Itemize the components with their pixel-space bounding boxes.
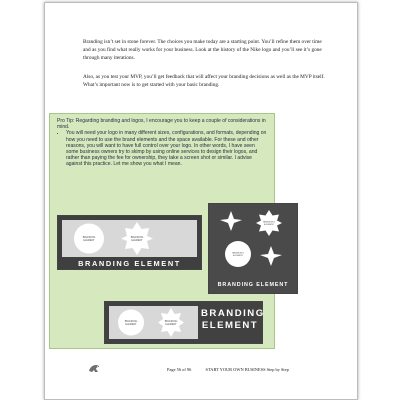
pro-tip-bullet: • You will need your logo in many different sizes, configurations, and formats, depending on how you need to use the brand elements and the space available. For these and other reasons, you will want to have full control over your logo. In other words, I have seen some business owners try to skimp by using online services to design their logos, and rather than paying the fee for ownership, they take a screen shot or similar. I advise against this practice. Let me show you what I mean. — [66, 130, 268, 167]
page-footer — [167, 367, 289, 372]
svg-text:ELEMENT: ELEMENT — [165, 323, 177, 326]
svg-text:ELEMENT: ELEMENT — [232, 255, 244, 258]
svg-text:BRANDING: BRANDING — [82, 236, 96, 239]
svg-text:ELEMENT: ELEMENT — [131, 239, 143, 242]
logo-example-horizontal-canvas — [62, 220, 197, 257]
publisher-logo-icon — [87, 362, 101, 374]
logo-shapes-stacked — [109, 306, 198, 339]
book-title: START YOUR OWN BUSINESS Step by Step — [205, 367, 289, 372]
logo-example-square-canvas — [213, 208, 293, 279]
paragraph-branding-intro: Branding isn’t set in stone forever. The choices you make today are a starting point. You’ll refine them over time and as you find what really works for your business. Look at the history of the Nike logo and you’ll see it’s gone through many iterations. — [83, 39, 322, 61]
logo-example-stacked-canvas — [109, 306, 198, 339]
logo-example-horizontal — [57, 215, 202, 270]
page-number: Page 56 of 96 — [167, 367, 192, 372]
svg-text:BRANDING: BRANDING — [232, 252, 244, 255]
svg-text:ELEMENT: ELEMENT — [83, 239, 95, 242]
paragraph-mvp-feedback: Also, as you test your MVP, you’ll get feedback that will affect your branding decisions as well as the MVP itself. What’s important now is to get started with your basic branding. — [83, 74, 325, 88]
logo-shapes-horizontal — [62, 220, 197, 257]
brand-text-square: BRANDING ELEMENT — [217, 282, 289, 288]
svg-text:ELEMENT: ELEMENT — [263, 224, 275, 227]
diamond-star-icon — [260, 246, 282, 266]
brand-text-stacked-line2: ELEMENT — [201, 320, 259, 331]
pro-tip-list — [57, 130, 268, 167]
logo-example-square — [208, 203, 298, 294]
diamond-star-icon — [220, 211, 242, 231]
svg-text:ELEMENT: ELEMENT — [125, 323, 137, 326]
logo-example-stacked — [104, 301, 263, 344]
svg-text:BRANDING: BRANDING — [124, 320, 138, 323]
pro-tip-intro: Pro Tip: Regarding branding and logos, I encourage you to keep a couple of considerations in mind. — [57, 118, 266, 131]
svg-text:BRANDING: BRANDING — [263, 221, 275, 224]
brand-text-stacked — [201, 308, 265, 332]
svg-text:BRANDING: BRANDING — [130, 236, 144, 239]
brand-text-stacked-line1: BRANDING — [201, 308, 265, 319]
logo-shapes-square — [213, 208, 293, 279]
brand-text-horizontal: BRANDING ELEMENT — [78, 259, 181, 268]
svg-text:BRANDING: BRANDING — [164, 320, 178, 323]
